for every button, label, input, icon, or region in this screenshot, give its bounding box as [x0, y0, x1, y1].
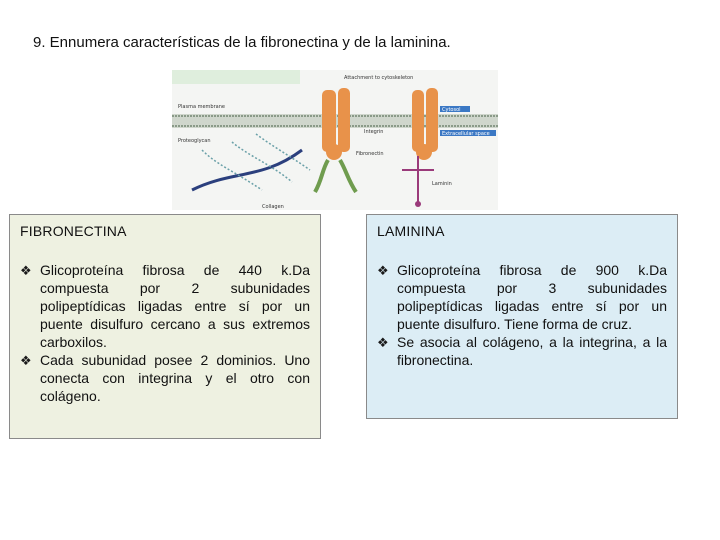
label-extracellular: Extracellular space [442, 131, 490, 137]
label-plasma-membrane: Plasma membrane [178, 104, 225, 110]
fibronectin-strand-2 [340, 160, 356, 192]
fibronectina-panel [9, 214, 321, 439]
laminina-bullet-2: Se asocia al colágeno, a la integrina, a la fibronectina. [397, 334, 667, 368]
label-collagen: Collagen [262, 204, 284, 210]
fibronectina-heading: FIBRONECTINA [20, 223, 127, 239]
list-item [377, 333, 667, 369]
label-laminin: Laminin [432, 181, 452, 187]
list-item [20, 261, 310, 351]
fibronectina-list [20, 261, 310, 405]
fibronectina-bullet-1: Glicoproteína fibrosa de 440 k.Da compuesta por 2 subunidades polipeptídicas ligadas entre sí por un puente disulfuro cercano a sus extremos carboxilos. [40, 262, 310, 350]
label-cytosol: Cytosol [442, 107, 461, 113]
laminin-end [415, 201, 421, 207]
diamond-bullet-icon: ❖ [20, 263, 32, 278]
label-integrin: Integrin [364, 129, 384, 135]
list-item [20, 351, 310, 405]
question-title: 9. Ennumera características de la fibronectina y de la laminina. [33, 34, 451, 51]
laminina-list [377, 261, 667, 369]
label-fibronectin: Fibronectin [356, 151, 384, 157]
integrin-left [322, 88, 350, 160]
ecm-diagram [172, 70, 498, 210]
diamond-bullet-icon: ❖ [377, 263, 389, 278]
diamond-bullet-icon: ❖ [377, 335, 389, 350]
laminina-panel [366, 214, 678, 419]
label-attachment: Attachment to cytoskeleton [344, 75, 414, 81]
label-proteoglycan: Proteoglycan [178, 138, 211, 144]
diamond-bullet-icon: ❖ [20, 353, 32, 368]
ecm-diagram-svg [172, 70, 498, 210]
laminina-bullet-1: Glicoproteína fibrosa de 900 k.Da compuesta por 3 subunidades polipeptídicas ligadas entre sí por un puente disulfuro. Tiene forma de cruz. [397, 262, 667, 332]
proteoglycan-3 [256, 134, 310, 170]
laminina-heading: LAMININA [377, 223, 445, 239]
fibronectina-bullet-2: Cada subunidad posee 2 dominios. Uno conecta con integrina y el otro con colágeno. [40, 352, 310, 404]
list-item [377, 261, 667, 333]
fibronectin-strand-1 [315, 160, 328, 192]
